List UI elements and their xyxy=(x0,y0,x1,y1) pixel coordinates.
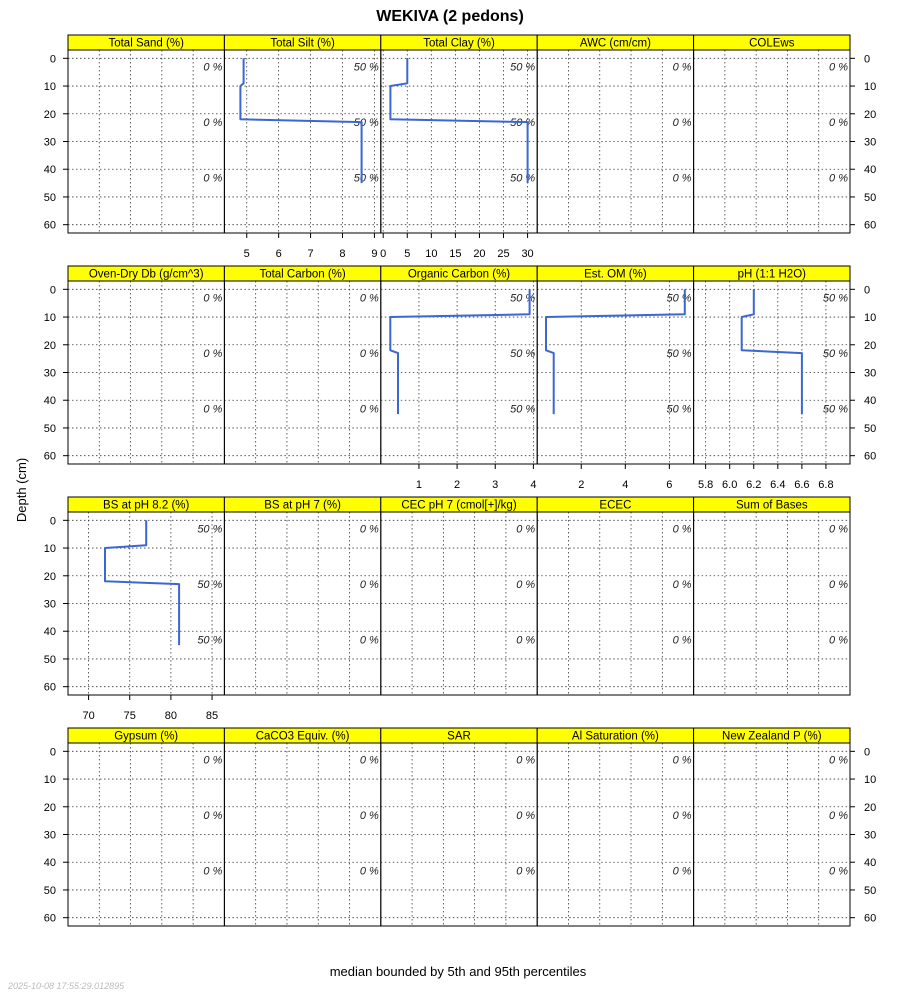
percentile-label: 50 % xyxy=(353,117,379,130)
panels-layer xyxy=(44,35,877,926)
y-tick-label-left: 10 xyxy=(43,81,56,94)
percentile-label: 0 % xyxy=(203,172,223,185)
panel-strip-label: Oven-Dry Db (g/cm^3) xyxy=(88,268,204,281)
y-tick-label-right: 20 xyxy=(864,339,877,352)
percentile-label: 0 % xyxy=(203,810,223,823)
y-tick-label-right: 50 xyxy=(864,191,877,204)
x-tick-label: 85 xyxy=(205,710,219,722)
panel xyxy=(694,728,850,926)
x-tick-label: 80 xyxy=(164,710,178,722)
panel-strip-label: Gypsum (%) xyxy=(114,730,179,743)
x-tick-label: 6.8 xyxy=(818,479,834,491)
percentile-label: 50 % xyxy=(510,117,536,130)
x-tick-label: 5 xyxy=(243,248,250,260)
y-axis-label: Depth (cm) xyxy=(14,457,29,523)
x-tick-label: 6.6 xyxy=(794,479,810,491)
x-tick-label: 5.8 xyxy=(697,479,714,491)
y-tick-label-left: 20 xyxy=(43,339,56,352)
percentile-label: 0 % xyxy=(203,865,223,878)
x-tick-label: 3 xyxy=(492,479,499,491)
y-tick-label-left: 10 xyxy=(43,312,56,325)
panel-strip-label: COLEws xyxy=(749,37,795,50)
percentile-label: 0 % xyxy=(203,348,223,361)
panel xyxy=(68,728,224,926)
chart-title: WEKIVA (2 pedons) xyxy=(376,8,524,25)
percentile-label: 0 % xyxy=(359,579,379,592)
panel-strip-label: BS at pH 7 (%) xyxy=(264,499,341,512)
panel-strip-label: Total Silt (%) xyxy=(270,37,335,50)
percentile-label: 0 % xyxy=(359,865,379,878)
y-tick-label-left: 30 xyxy=(43,367,56,380)
percentile-label: 0 % xyxy=(516,523,536,536)
panel xyxy=(694,266,850,491)
x-tick-label: 15 xyxy=(449,248,462,260)
x-tick-label: 2 xyxy=(454,479,461,491)
y-tick-label-right: 60 xyxy=(864,912,877,925)
percentile-label: 0 % xyxy=(203,403,223,416)
panel xyxy=(224,497,380,695)
y-tick-label-left: 20 xyxy=(43,108,56,121)
panel xyxy=(68,497,224,722)
y-tick-label-left: 60 xyxy=(43,450,56,463)
percentile-label: 0 % xyxy=(829,810,848,823)
percentile-label: 0 % xyxy=(829,754,848,767)
percentile-label: 0 % xyxy=(516,579,536,592)
panel xyxy=(537,728,693,926)
percentile-label: 50 % xyxy=(510,61,536,74)
x-tick-label: 6 xyxy=(666,479,673,491)
percentile-label: 50 % xyxy=(510,172,536,185)
y-tick-label-left: 0 xyxy=(49,746,56,759)
median-line xyxy=(240,58,361,183)
panel-strip-label: Total Clay (%) xyxy=(423,37,495,50)
y-tick-label-right: 30 xyxy=(864,829,877,842)
panel xyxy=(537,35,693,233)
panel xyxy=(224,728,380,926)
percentile-label: 50 % xyxy=(822,292,848,305)
percentile-label: 50 % xyxy=(510,403,536,416)
percentile-label: 50 % xyxy=(666,403,692,416)
y-tick-label-right: 20 xyxy=(864,108,877,121)
panel xyxy=(381,266,537,491)
x-tick-label: 30 xyxy=(521,248,534,260)
y-tick-label-left: 40 xyxy=(43,626,56,639)
y-tick-label-left: 10 xyxy=(43,543,56,556)
y-tick-label-left: 50 xyxy=(43,422,56,435)
panel xyxy=(68,35,224,233)
y-tick-label-right: 0 xyxy=(864,746,871,759)
percentile-label: 0 % xyxy=(672,754,692,767)
panel-strip-label: pH (1:1 H2O) xyxy=(737,268,806,281)
panel-strip-label: SAR xyxy=(447,730,471,743)
panel xyxy=(224,35,380,260)
percentile-label: 0 % xyxy=(672,61,692,74)
y-tick-label-right: 30 xyxy=(864,367,877,380)
y-tick-label-right: 10 xyxy=(864,774,877,787)
x-tick-label: 9 xyxy=(371,248,378,260)
y-tick-label-left: 60 xyxy=(43,912,56,925)
median-line xyxy=(105,520,179,645)
y-tick-label-left: 0 xyxy=(49,515,56,528)
y-tick-label-left: 30 xyxy=(43,598,56,611)
panel xyxy=(537,497,693,695)
panel-strip-label: AWC (cm/cm) xyxy=(579,37,651,50)
panel-strip-label: Est. OM (%) xyxy=(584,268,647,281)
percentile-label: 0 % xyxy=(516,634,536,647)
y-tick-label-right: 10 xyxy=(864,81,877,94)
timestamp-stamp: 2025-10-08 17:55:29.012895 xyxy=(8,981,125,991)
y-tick-label-left: 60 xyxy=(43,219,56,232)
x-tick-label: 7 xyxy=(307,248,314,260)
percentile-label: 0 % xyxy=(516,865,536,878)
panel-strip-label: CEC pH 7 (cmol[+]/kg) xyxy=(401,499,517,512)
percentile-label: 0 % xyxy=(359,348,379,361)
percentile-label: 0 % xyxy=(829,634,848,647)
x-tick-label: 6.2 xyxy=(746,479,762,491)
x-tick-label: 1 xyxy=(415,479,423,491)
x-tick-label: 20 xyxy=(473,248,486,260)
chart-caption: median bounded by 5th and 95th percentiles xyxy=(329,964,587,979)
panel-strip-label: ECEC xyxy=(599,499,632,512)
percentile-label: 0 % xyxy=(672,172,692,185)
percentile-label: 50 % xyxy=(510,348,536,361)
y-tick-label-left: 20 xyxy=(43,801,56,814)
percentile-label: 50 % xyxy=(822,348,848,361)
x-tick-label: 6 xyxy=(275,248,282,260)
panel xyxy=(381,497,537,695)
panel-strip-label: Total Carbon (%) xyxy=(259,268,346,281)
percentile-label: 0 % xyxy=(516,754,536,767)
panel-strip-label: Organic Carbon (%) xyxy=(407,268,511,281)
y-tick-label-left: 50 xyxy=(43,884,56,897)
x-tick-label: 4 xyxy=(530,479,537,491)
y-tick-label-right: 60 xyxy=(864,219,877,232)
y-tick-label-right: 0 xyxy=(864,53,871,66)
percentile-label: 50 % xyxy=(510,292,536,305)
percentile-label: 50 % xyxy=(822,403,848,416)
percentile-label: 0 % xyxy=(359,634,379,647)
x-tick-label: 2 xyxy=(578,479,585,491)
median-line xyxy=(742,289,802,414)
median-line xyxy=(390,58,527,183)
panel-strip-label: New Zealand P (%) xyxy=(722,730,822,743)
y-tick-label-left: 0 xyxy=(49,284,56,297)
percentile-label: 0 % xyxy=(359,292,379,305)
y-tick-label-left: 10 xyxy=(43,774,56,787)
panel xyxy=(380,35,537,260)
percentile-label: 0 % xyxy=(672,865,692,878)
x-tick-label: 6.4 xyxy=(770,479,786,491)
panel-strip-label: Al Saturation (%) xyxy=(571,730,659,743)
percentile-label: 0 % xyxy=(672,634,692,647)
panel xyxy=(68,266,224,464)
x-tick-label: 6.0 xyxy=(722,479,738,491)
percentile-label: 50 % xyxy=(197,634,223,647)
percentile-label: 0 % xyxy=(829,523,848,536)
percentile-label: 0 % xyxy=(829,61,848,74)
percentile-label: 0 % xyxy=(829,172,848,185)
y-tick-label-right: 50 xyxy=(864,422,877,435)
percentile-label: 50 % xyxy=(666,348,692,361)
panel xyxy=(224,266,380,464)
y-tick-label-left: 60 xyxy=(43,681,56,694)
y-tick-label-right: 30 xyxy=(864,136,877,149)
percentile-label: 0 % xyxy=(359,403,379,416)
percentile-label: 0 % xyxy=(203,754,223,767)
percentile-label: 0 % xyxy=(829,117,848,130)
y-tick-label-right: 0 xyxy=(864,284,871,297)
percentile-label: 0 % xyxy=(359,754,379,767)
panel xyxy=(537,266,693,491)
percentile-label: 50 % xyxy=(666,292,692,305)
y-tick-label-left: 50 xyxy=(43,653,56,666)
y-tick-label-left: 40 xyxy=(43,395,56,408)
median-line xyxy=(546,289,685,414)
y-tick-label-right: 20 xyxy=(864,801,877,814)
x-tick-label: 0 xyxy=(380,248,387,260)
y-tick-label-right: 40 xyxy=(864,857,877,870)
percentile-label: 0 % xyxy=(516,810,536,823)
percentile-label: 0 % xyxy=(359,523,379,536)
percentile-label: 0 % xyxy=(672,579,692,592)
panel-strip-label: CaCO3 Equiv. (%) xyxy=(255,730,350,743)
y-tick-label-left: 40 xyxy=(43,857,56,870)
y-tick-label-left: 40 xyxy=(43,164,56,177)
panel-strip-label: Sum of Bases xyxy=(736,499,808,512)
panel xyxy=(694,35,850,233)
percentile-label: 50 % xyxy=(353,172,379,185)
y-tick-label-left: 50 xyxy=(43,191,56,204)
percentile-label: 50 % xyxy=(353,61,379,74)
percentile-label: 0 % xyxy=(203,117,223,130)
percentile-label: 0 % xyxy=(672,117,692,130)
percentile-label: 0 % xyxy=(203,61,223,74)
percentile-label: 0 % xyxy=(672,810,692,823)
x-tick-label: 8 xyxy=(339,248,346,260)
x-tick-label: 5 xyxy=(404,248,411,260)
y-tick-label-left: 0 xyxy=(49,53,56,66)
percentile-label: 0 % xyxy=(829,579,848,592)
x-tick-label: 25 xyxy=(497,248,510,260)
y-tick-label-left: 20 xyxy=(43,570,56,583)
percentile-label: 0 % xyxy=(359,810,379,823)
x-tick-label: 75 xyxy=(123,710,136,722)
x-tick-label: 4 xyxy=(622,479,629,491)
y-tick-label-right: 40 xyxy=(864,395,877,408)
median-line xyxy=(390,289,529,414)
y-tick-label-left: 30 xyxy=(43,829,56,842)
panel-strip-label: Total Sand (%) xyxy=(108,37,184,50)
percentile-label: 0 % xyxy=(203,292,223,305)
y-tick-label-right: 60 xyxy=(864,450,877,463)
y-tick-label-right: 10 xyxy=(864,312,877,325)
x-tick-label: 70 xyxy=(82,710,95,722)
percentile-label: 50 % xyxy=(197,523,223,536)
percentile-label: 0 % xyxy=(672,523,692,536)
y-tick-label-left: 30 xyxy=(43,136,56,149)
y-tick-label-right: 40 xyxy=(864,164,877,177)
panel xyxy=(381,728,537,926)
x-tick-label: 10 xyxy=(425,248,438,260)
percentile-label: 50 % xyxy=(197,579,223,592)
panel-strip-label: BS at pH 8.2 (%) xyxy=(103,499,190,512)
panel xyxy=(694,497,850,695)
percentile-label: 0 % xyxy=(829,865,848,878)
y-tick-label-right: 50 xyxy=(864,884,877,897)
